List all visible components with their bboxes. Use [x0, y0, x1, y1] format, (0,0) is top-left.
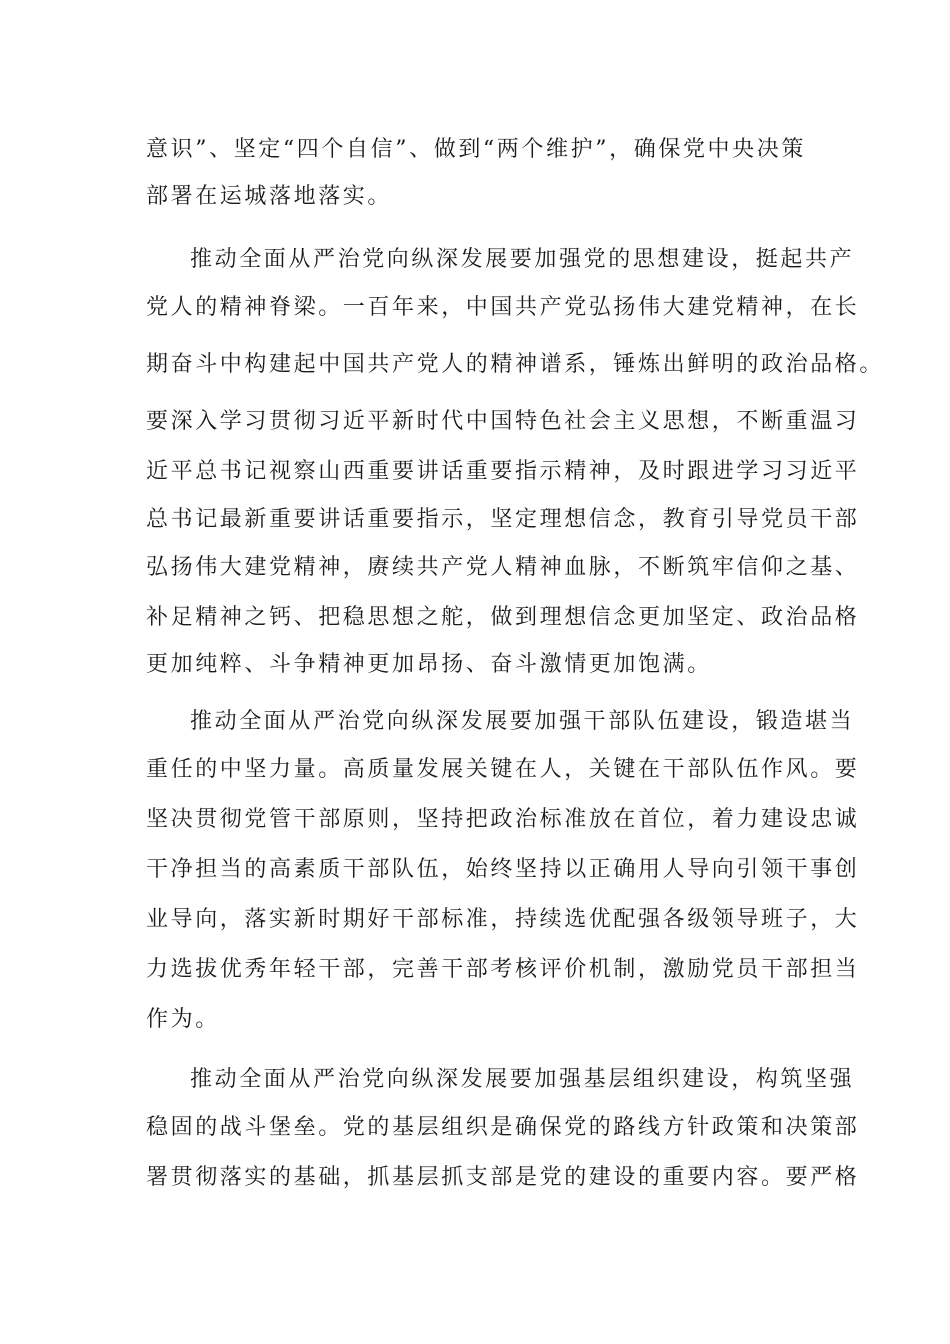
paragraph-line: 力选拔优秀年轻干部，完善干部考核评价机制，激励党员干部担当	[146, 957, 860, 982]
paragraph-line: 重任的中坚力量。高质量发展关键在人，关键在干部队伍作风。要	[146, 757, 860, 782]
paragraph-line: 弘扬伟大建党精神，赓续共产党人精神血脉，不断筑牢信仰之基、	[146, 555, 860, 580]
paragraph-line: 总书记最新重要讲话重要指示，坚定理想信念，教育引导党员干部	[146, 507, 860, 532]
paragraph-line: 意识”、坚定“四个自信”、做到“两个维护”，确保党中央决策	[146, 137, 806, 162]
paragraph-line: 干净担当的高素质干部队伍，始终坚持以正确用人导向引领干事创	[146, 857, 860, 882]
paragraph-line: 作为。	[146, 1007, 220, 1032]
paragraph-line: 部署在运城落地落实。	[146, 184, 393, 209]
paragraph-line: 党人的精神脊梁。一百年来，中国共产党弘扬伟大建党精神，在长	[146, 295, 860, 320]
paragraph-line: 业导向，落实新时期好干部标准，持续选优配强各级领导班子，大	[146, 907, 860, 932]
paragraph-line: 要深入学习贯彻习近平新时代中国特色社会主义思想，不断重温习	[146, 409, 860, 434]
paragraph-line: 补足精神之钙、把稳思想之舵，做到理想信念更加坚定、政治品格	[146, 605, 860, 630]
paragraph-line: 署贯彻落实的基础，抓基层抓支部是党的建设的重要内容。要严格	[146, 1165, 860, 1190]
paragraph-line: 期奋斗中构建起中国共产党人的精神谱系，锤炼出鲜明的政治品格。	[146, 352, 885, 377]
paragraph-line: 坚决贯彻党管干部原则，坚持把政治标准放在首位，着力建设忠诚	[146, 807, 860, 832]
paragraph-line: 更加纯粹、斗争精神更加昂扬、奋斗激情更加饱满。	[146, 652, 712, 677]
paragraph-first-line: 推动全面从严治党向纵深发展要加强党的思想建设，挺起共产	[190, 247, 855, 272]
paragraph-line: 近平总书记视察山西重要讲话重要指示精神，及时跟进学习习近平	[146, 459, 860, 484]
paragraph-line: 稳固的战斗堡垒。党的基层组织是确保党的路线方针政策和决策部	[146, 1115, 860, 1140]
paragraph-first-line: 推动全面从严治党向纵深发展要加强基层组织建设，构筑坚强	[190, 1067, 855, 1092]
paragraph-first-line: 推动全面从严治党向纵深发展要加强干部队伍建设，锻造堪当	[190, 709, 855, 734]
